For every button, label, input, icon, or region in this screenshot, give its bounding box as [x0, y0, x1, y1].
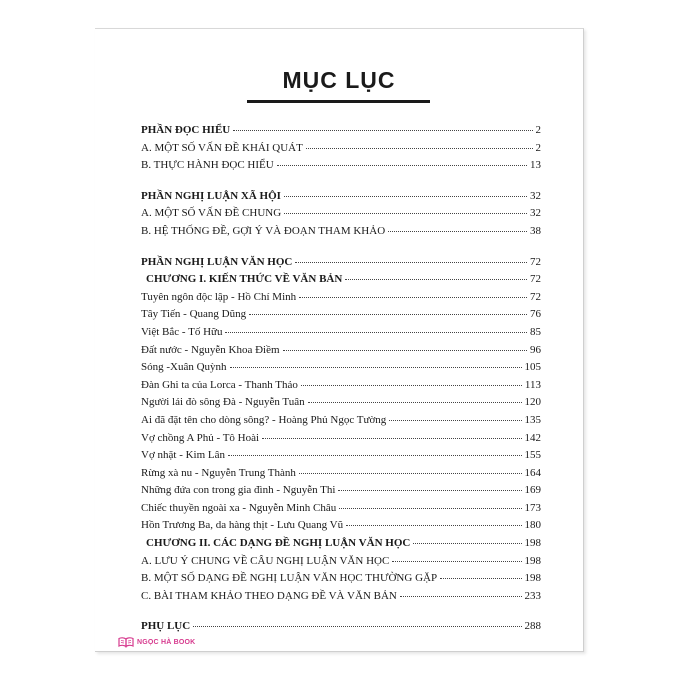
dot-leader [301, 377, 522, 386]
toc-entry-label: C. BÀI THAM KHẢO THEO DẠNG ĐỀ VÀ VĂN BẢN [141, 589, 397, 602]
toc-entry-page: 155 [524, 449, 541, 462]
toc-entry-page: 142 [524, 431, 541, 444]
table-of-contents [141, 124, 541, 638]
dot-leader [233, 122, 532, 131]
toc-entry-page: 72 [530, 273, 541, 286]
toc-entry-label: Người lái đò sông Đà - Nguyễn Tuân [141, 396, 305, 409]
dot-leader [284, 205, 527, 214]
dot-leader [440, 570, 521, 579]
toc-entry-page: 169 [524, 484, 541, 497]
toc-entry-label: A. LƯU Ý CHUNG VỀ CÂU NGHỊ LUẬN VĂN HỌC [141, 554, 390, 567]
toc-entry-page: 198 [524, 554, 541, 567]
toc-entry-label: B. MỘT SỐ DẠNG ĐỀ NGHỊ LUẬN VĂN HỌC THƯỜNG GẶP [141, 572, 438, 585]
toc-entry-page: 85 [530, 325, 541, 338]
dot-leader [249, 306, 527, 315]
toc-entry [141, 225, 541, 243]
toc-entry-label: PHẦN NGHỊ LUẬN XÃ HỘI [141, 189, 281, 202]
toc-entry-page: 32 [530, 189, 541, 202]
toc-entry-label: Chiếc thuyền ngoài xa - Nguyễn Minh Châu [141, 501, 337, 514]
toc-entry-page: 32 [530, 207, 541, 220]
toc-entry-page: 164 [524, 466, 541, 479]
toc-entry-page: 96 [530, 343, 541, 356]
toc-entry [141, 159, 541, 177]
toc-entry-page: 72 [530, 290, 541, 303]
toc-entry-page: 2 [535, 124, 541, 136]
dot-leader [338, 482, 521, 491]
dot-leader [262, 430, 521, 439]
toc-entry-page: 288 [524, 620, 541, 633]
page-title: MỤC LỤC [282, 67, 396, 93]
toc-entry-page: 76 [530, 308, 541, 321]
dot-leader [284, 188, 527, 197]
dot-leader [339, 500, 521, 509]
toc-entry-page: 38 [530, 224, 541, 237]
toc-entry-label: B. HỆ THỐNG ĐỀ, GỢI Ý VÀ ĐOẠN THAM KHẢO [141, 224, 386, 237]
toc-entry-label: Sóng -Xuân Quỳnh [141, 361, 227, 374]
toc-entry-label: Tây Tiến - Quang Dũng [141, 308, 247, 321]
toc-entry-page: 2 [535, 141, 541, 154]
toc-entry-page: 233 [524, 589, 541, 602]
toc-entry-label: Vợ nhặt - Kim Lân [141, 449, 226, 462]
toc-entry-page: 135 [524, 413, 541, 426]
dot-leader [277, 157, 527, 166]
toc-entry-label: Rừng xà nu - Nguyễn Trung Thành [141, 466, 296, 479]
toc-entry-page: 72 [530, 255, 541, 268]
dot-leader [388, 223, 527, 232]
toc-entry-page: 173 [524, 501, 541, 514]
toc-entry-label: Hồn Trương Ba, da hàng thịt - Lưu Quang Vũ [141, 519, 344, 532]
book-logo-icon [118, 636, 134, 648]
toc-entry-page: 120 [524, 396, 541, 409]
document-page [95, 28, 584, 652]
dot-leader [299, 289, 527, 298]
publisher-logo [118, 636, 195, 648]
publisher-name: NGỌC HÀ BOOK [137, 638, 196, 646]
toc-entry-page: 113 [524, 378, 541, 391]
dot-leader [346, 517, 521, 526]
dot-leader [228, 447, 521, 456]
toc-entry-page: 13 [530, 159, 541, 172]
toc-entry [141, 620, 541, 638]
toc-entry-page: 198 [524, 537, 541, 550]
dot-leader [283, 342, 527, 351]
title-underline [247, 100, 430, 103]
dot-leader [389, 412, 521, 421]
toc-entry-label: B. THỰC HÀNH ĐỌC HIỂU [141, 159, 274, 172]
toc-entry-label: A. MỘT SỐ VẤN ĐỀ KHÁI QUÁT [141, 141, 303, 154]
toc-entry-label: Đàn Ghi ta của Lorca - Thanh Thảo [141, 378, 298, 391]
toc-entry [141, 590, 541, 608]
dot-leader [308, 394, 522, 403]
dot-leader [413, 535, 521, 544]
toc-entry-label: CHƯƠNG I. KIẾN THỨC VỀ VĂN BẢN [146, 273, 343, 286]
toc-entry-label: Đất nước - Nguyễn Khoa Điềm [141, 343, 280, 356]
dot-leader [400, 588, 522, 597]
dot-leader [295, 254, 527, 263]
toc-entry-label: PHỤ LỤC [141, 620, 191, 633]
toc-entry-label: Vợ chồng A Phủ - Tô Hoài [141, 431, 260, 444]
dot-leader [230, 359, 522, 368]
toc-entry-label: PHẦN ĐỌC HIỂU [141, 124, 231, 136]
toc-entry-page: 180 [524, 519, 541, 532]
toc-entry-label: Ai đã đặt tên cho dòng sông? - Hoàng Phủ Ngọc Tường [141, 413, 387, 426]
dot-leader [306, 140, 533, 149]
dot-leader [345, 271, 527, 280]
dot-leader [193, 618, 521, 627]
toc-entry-label: CHƯƠNG II. CÁC DẠNG ĐỀ NGHỊ LUẬN VĂN HỌC [146, 537, 411, 550]
toc-entry-page: 105 [524, 361, 541, 374]
toc-entry-label: A. MỘT SỐ VẤN ĐỀ CHUNG [141, 207, 282, 220]
toc-entry-label: PHẦN NGHỊ LUẬN VĂN HỌC [141, 255, 293, 268]
toc-entry-label: Việt Bắc - Tố Hữu [141, 325, 223, 338]
toc-entry-label: Tuyên ngôn độc lập - Hồ Chí Minh [141, 290, 297, 303]
dot-leader [392, 553, 521, 562]
dot-leader [299, 465, 522, 474]
toc-entry-label: Những đứa con trong gia đình - Nguyễn Thi [141, 484, 336, 497]
toc-entry-page: 198 [524, 572, 541, 585]
dot-leader [225, 324, 527, 333]
